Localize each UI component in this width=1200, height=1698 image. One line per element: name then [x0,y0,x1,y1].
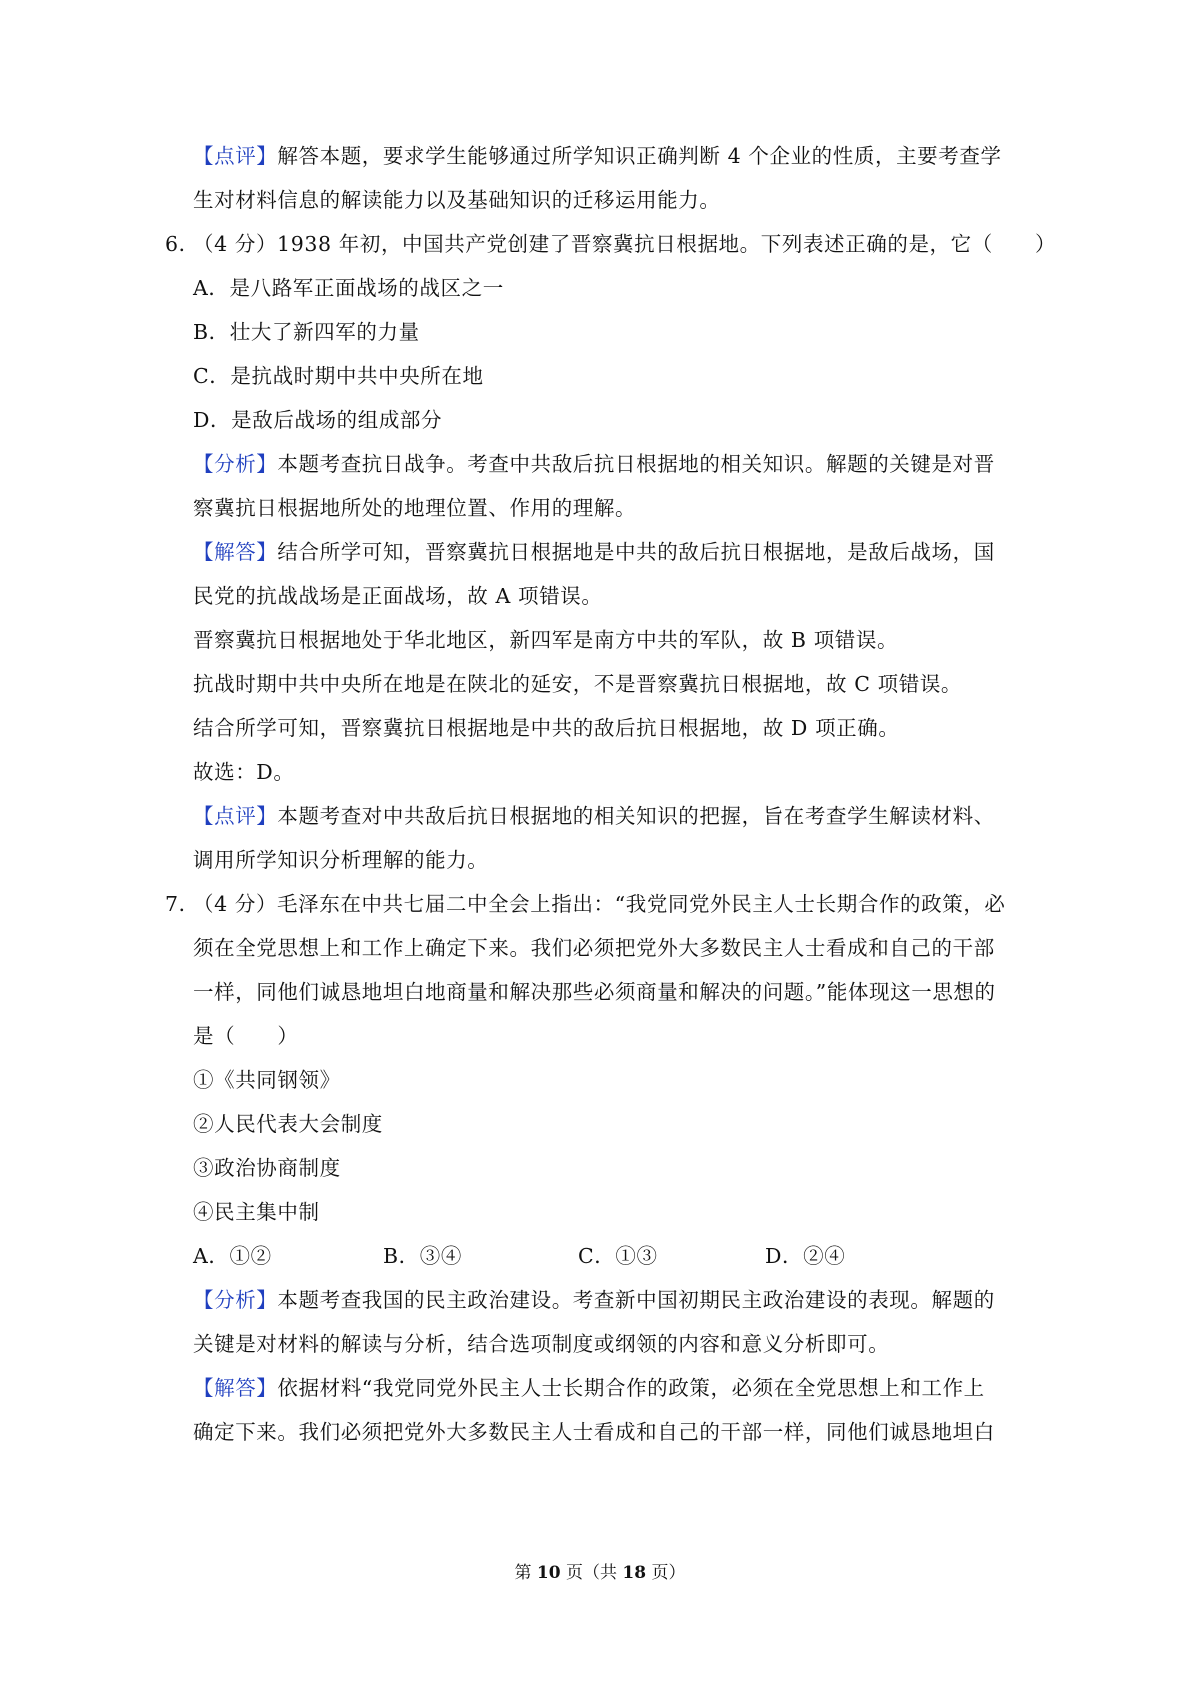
question-6-stem [165,230,1057,258]
footer-suffix: 页） [651,1563,686,1583]
numbered-item: ③政治协商制度 [193,1156,341,1180]
answer-line: 晋察冀抗日根据地处于华北地区，新四军是南方中共的军队，故 B 项错误。 [193,628,899,652]
option-c: C．①③ [578,1244,658,1268]
answer-line: 抗战时期中共中央所在地是在陕北的延安，不是晋察冀抗日根据地，故 C 项错误。 [193,672,963,696]
option-c: C．是抗战时期中共中央所在地 [193,364,484,388]
comment-line [193,142,1002,170]
answer-tag: 【解答】 [193,1376,278,1400]
question-number: 6． [165,232,200,256]
comment-line: 调用所学知识分析理解的能力。 [193,848,489,872]
analysis-text: 本题考查我国的民主政治建设。考查新中国初期民主政治建设的表现。解题的 [277,1288,995,1312]
numbered-item: ②人民代表大会制度 [193,1112,383,1136]
answer-line [193,1374,985,1402]
option-d: D．是敌后战场的组成部分 [193,408,443,432]
option-a: A．是八路军正面战场的战区之一 [193,276,504,300]
analysis-line: 关键是对材料的解读与分析，结合选项制度或纲领的内容和意义分析即可。 [193,1332,890,1356]
footer-middle: 页（共 [566,1563,617,1583]
question-7-stem [165,890,1006,918]
footer-page-number: 10 [536,1563,561,1583]
option-b: B．壮大了新四军的力量 [193,320,420,344]
comment-text: 解答本题，要求学生能够通过所学知识正确判断 4 个企业的性质，主要考查学 [277,144,1002,168]
answer-line: 结合所学可知，晋察冀抗日根据地是中共的敌后抗日根据地，故 D 项正确。 [193,716,900,740]
option-d: D．②④ [765,1244,846,1268]
comment-line [193,802,995,830]
answer-line [193,538,995,566]
analysis-tag: 【分析】 [193,452,278,476]
analysis-tag: 【分析】 [193,1288,278,1312]
answer-choice: 故选：D。 [193,760,295,784]
answer-line: 确定下来。我们必须把党外大多数民主人士看成和自己的干部一样，同他们诚恳地坦白 [193,1420,995,1444]
question-stem-line: 一样，同他们诚恳地坦白地商量和解决那些必须商量和解决的问题。”能体现这一思想的 [193,980,996,1004]
comment-tag: 【点评】 [193,144,278,168]
question-stem-line: 须在全党思想上和工作上确定下来。我们必须把党外大多数民主人士看成和自己的干部 [193,936,995,960]
question-number: 7． [165,892,200,916]
answer-tag: 【解答】 [193,540,278,564]
comment-text: 本题考查对中共敌后抗日根据地的相关知识的把握，旨在考查学生解读材料、 [277,804,995,828]
answer-line: 民党的抗战战场是正面战场，故 A 项错误。 [193,584,603,608]
footer-total-pages: 18 [622,1563,647,1583]
page-footer [0,1561,1200,1585]
question-stem-line: 是（ ） [193,1024,299,1048]
numbered-item: ④民主集中制 [193,1200,320,1224]
option-a: A．①② [193,1244,272,1268]
footer-prefix: 第 [514,1563,532,1583]
option-b: B．③④ [383,1244,462,1268]
answer-text: 结合所学可知，晋察冀抗日根据地是中共的敌后抗日根据地，是敌后战场，国 [277,540,995,564]
comment-tag: 【点评】 [193,804,278,828]
numbered-item: ①《共同钢领》 [193,1068,341,1092]
analysis-line [193,450,995,478]
comment-line: 生对材料信息的解读能力以及基础知识的迁移运用能力。 [193,188,721,212]
question-stem-text: （4 分）1938 年初，中国共产党创建了晋察冀抗日根据地。下列表述正确的是，它（ ） [193,232,1057,256]
answer-text: 依据材料“我党同党外民主人士长期合作的政策，必须在全党思想上和工作上 [277,1376,985,1400]
question-stem-text: （4 分）毛泽东在中共七届二中全会上指出：“我党同党外民主人士长期合作的政策，必 [193,892,1006,916]
analysis-text: 本题考查抗日战争。考查中共敌后抗日根据地的相关知识。解题的关键是对晋 [277,452,995,476]
analysis-line [193,1286,995,1314]
analysis-line: 察冀抗日根据地所处的地理位置、作用的理解。 [193,496,637,520]
